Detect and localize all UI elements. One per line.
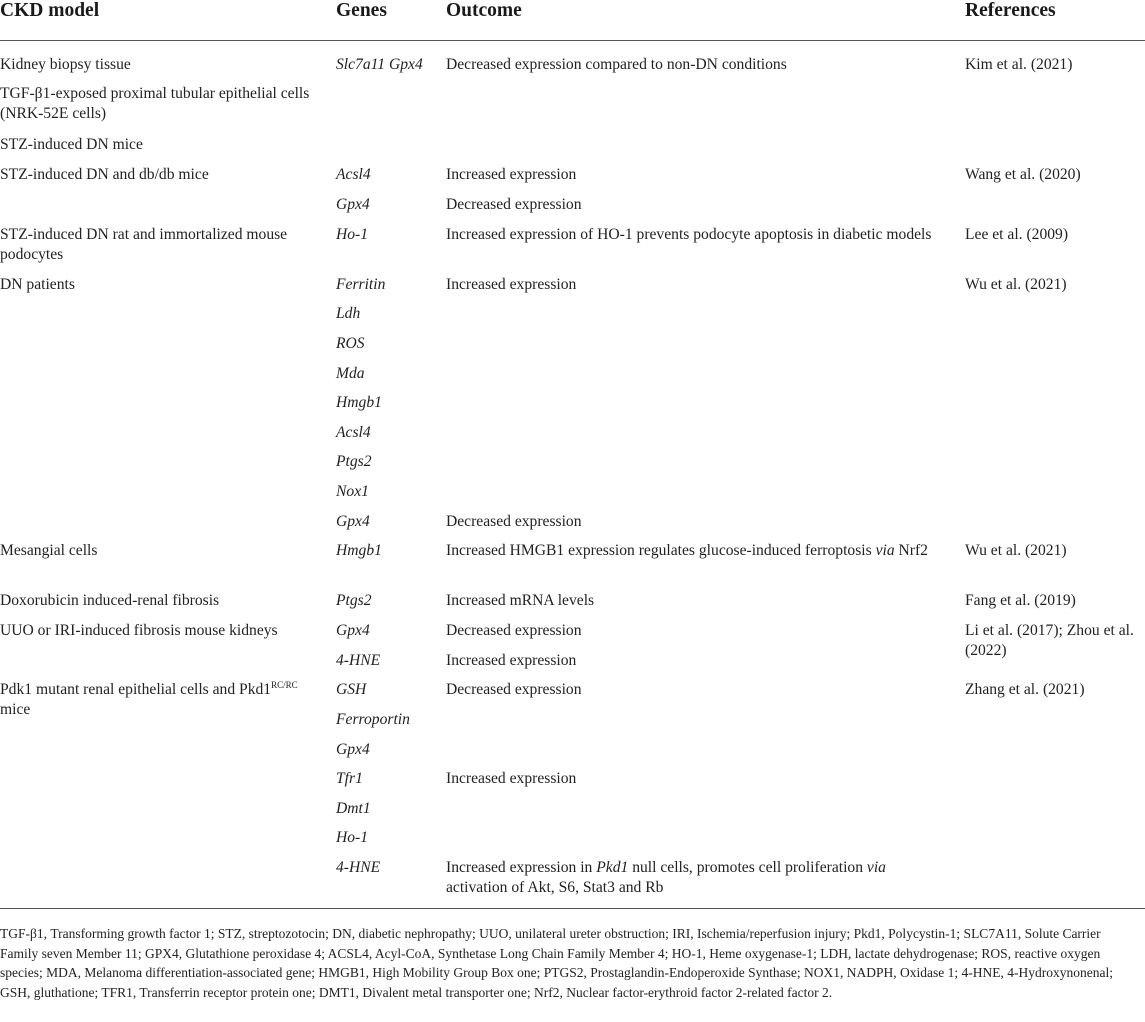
table-cell-gene: Ptgs2 [336, 453, 372, 470]
table-cell-gene: Ho-1 [336, 226, 369, 243]
table-cell-model: Kidney biopsy tissue [0, 56, 131, 73]
table-cell-ref: Wu et al. (2021) [965, 542, 1067, 559]
table-cell-model: Pdk1 mutant renal epithelial cells and $Pkd1^{RC/RC}$ mice [0, 679, 298, 718]
via-italic: via [875, 542, 895, 559]
header-genes: Genes [336, 0, 387, 21]
pkd1-italic: Pkd1 [596, 859, 629, 876]
table-cell-gene: Slc7a11 Gpx4 [336, 56, 423, 73]
header-rule [0, 40, 1145, 41]
table-cell-gene: Ptgs2 [336, 592, 372, 609]
table-cell-outcome: Increased expression [446, 276, 577, 293]
bottom-rule [0, 908, 1145, 909]
table-cell-ref: Lee et al. (2009) [965, 226, 1069, 243]
table-cell-gene: 4-HNE [336, 859, 381, 876]
table-cell-ref: Wang et al. (2020) [965, 166, 1081, 183]
table-cell-gene: Tfr1 [336, 770, 363, 787]
table-cell-model: STZ-induced DN rat and immortalized mouse podocytes [0, 226, 288, 263]
table-cell-ref: Li et al. (2017); Zhou et al. (2022) [965, 622, 1134, 659]
table-cell-gene: ROS [336, 335, 365, 352]
table-cell-outcome: Increased expression [446, 166, 577, 183]
table-cell-gene: GSH [336, 681, 367, 698]
table-cell-gene: Nox1 [336, 483, 369, 500]
table-cell-gene: 4-HNE [336, 652, 381, 669]
table-cell-gene: Ldh [336, 305, 361, 322]
table-cell-model: STZ-induced DN and db/db mice [0, 166, 209, 183]
table-cell-outcome: Decreased expression [446, 196, 582, 213]
table-cell-ref: Fang et al. (2019) [965, 592, 1076, 609]
table-cell-gene: Acsl4 [336, 166, 371, 183]
header-ckd-model: CKD model [0, 0, 100, 21]
table-cell-outcome: Decreased expression [446, 681, 582, 698]
table-cell-model: DN patients [0, 276, 75, 293]
table-cell-outcome: Increased mRNA levels [446, 592, 595, 609]
table-cell-gene: Acsl4 [336, 424, 371, 441]
header-references: References [965, 0, 1056, 21]
table-cell-ref: Kim et al. (2021) [965, 56, 1073, 73]
table-cell-model: Doxorubicin induced-renal fibrosis [0, 592, 220, 609]
pkd1-superscript: RC/RC [271, 679, 298, 690]
table-cell-gene: Hmgb1 [336, 542, 382, 559]
table-cell-outcome: Increased expression [446, 652, 577, 669]
via-italic: via [866, 859, 886, 876]
table-cell-outcome: Decreased expression [446, 622, 582, 639]
header-outcome: Outcome [446, 0, 522, 21]
table-cell-outcome: Decreased expression [446, 513, 582, 530]
table-cell-gene: Hmgb1 [336, 394, 382, 411]
table-footnote: TGF-β1, Transforming growth factor 1; STZ, streptozotocin; DN, diabetic nephropathy; UUO, unilateral ureter obstruction; IRI, Ischemia/reperfusion injury; Pkd1, Polycystin-1; SLC7A11, Solute Carrier Family seven Member 11; GPX4, Glutathione peroxidase 4; ACSL4, Acyl-CoA, Synthetase Long Chain Family Member 4; HO-1, Heme oxygenase-1; LDH, lactate dehydrogenase; ROS, reactive oxygen species; MDA, Melanoma differentiation-associated gene; HMGB1, High Mobility Group Box one; PTGS2, Prostaglandin-Endoperoxide Synthase; NOX1, NADPH, Oxidase 1; 4-HNE, 4-Hydroxynonenal; GSH, gluthatione; TFR1, Transferrin receptor protein one; DMT1, Divalent metal transporter one; Nrf2, Nuclear factor-erythroid factor 2-related factor 2. [0, 926, 1113, 1000]
table-cell-gene: Gpx4 [336, 196, 370, 213]
table-cell-outcome: Decreased expression compared to non-DN conditions [446, 56, 787, 73]
table-cell-gene: Dmt1 [336, 800, 371, 817]
table-cell-outcome: Increased expression in Pkd1 null cells, promotes cell proliferation via activation of Akt, S6, Stat3 and Rb [446, 859, 886, 896]
table-cell-outcome: Increased HMGB1 expression regulates glucose-induced ferroptosis via Nrf2 [446, 542, 928, 559]
table-cell-ref: Wu et al. (2021) [965, 276, 1067, 293]
table-cell-gene: Gpx4 [336, 622, 370, 639]
table-cell-model: TGF-β1-exposed proximal tubular epithelial cells (NRK-52E cells) [0, 85, 310, 122]
table-cell-model: UUO or IRI-induced fibrosis mouse kidneys [0, 622, 278, 639]
table-cell-ref: Zhang et al. (2021) [965, 681, 1085, 698]
table-cell-model: Mesangial cells [0, 542, 98, 559]
table-cell-gene: Ferritin [336, 276, 386, 293]
table-cell-outcome: Increased expression of HO-1 prevents podocyte apoptosis in diabetic models [446, 226, 932, 243]
table-cell-outcome: Increased expression [446, 770, 577, 787]
table-cell-gene: Mda [336, 365, 365, 382]
table-cell-model: STZ-induced DN mice [0, 136, 143, 153]
table-cell-gene: Gpx4 [336, 513, 370, 530]
table-cell-gene: Ferroportin [336, 711, 410, 728]
table-cell-gene: Ho-1 [336, 829, 369, 846]
table-cell-gene: Gpx4 [336, 741, 370, 758]
